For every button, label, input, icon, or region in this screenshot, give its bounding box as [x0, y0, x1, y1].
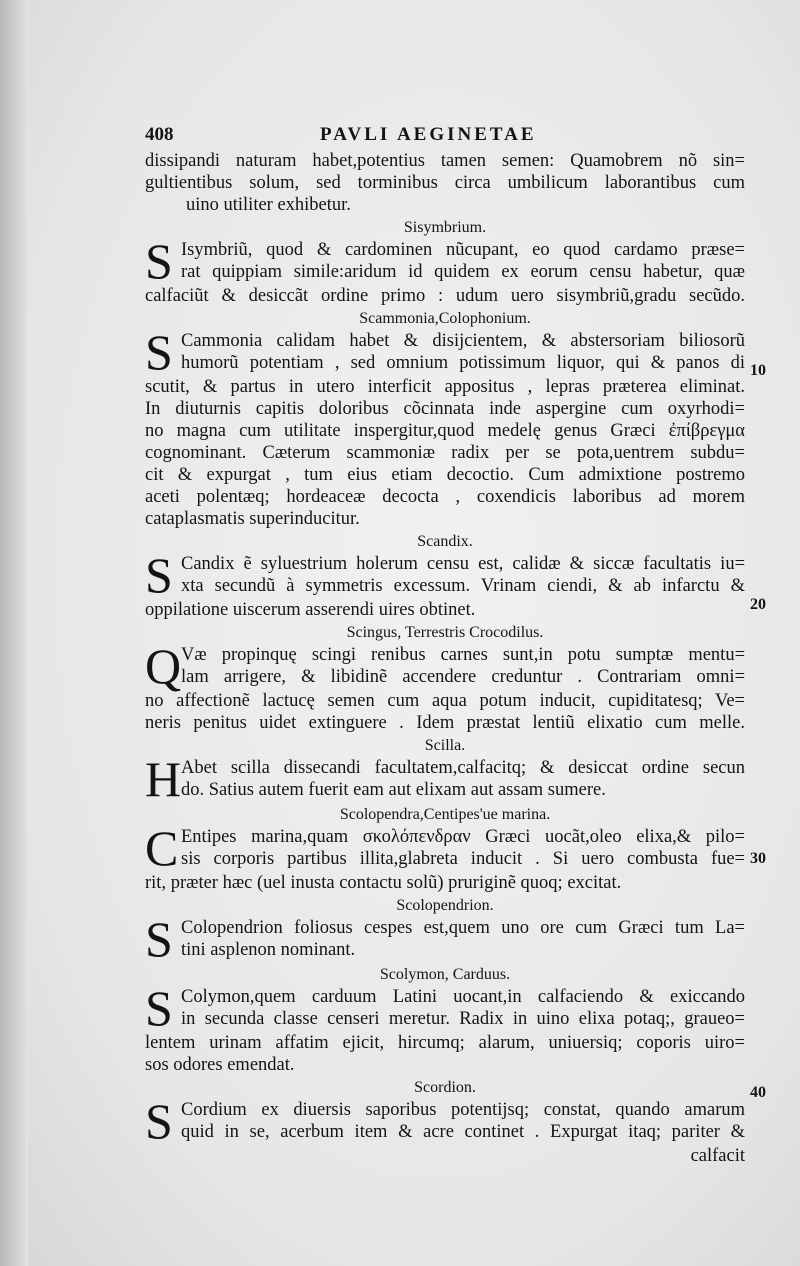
- catchword: calfacit: [690, 1146, 745, 1166]
- text-line: Colopendrion foliosus cespes est,quem uno ore cum Græci tum La=: [181, 918, 745, 938]
- text-line: Isymbriũ, quod & cardominen nũcupant, eo quod cardamo præse=: [181, 240, 745, 260]
- text-line: scutit, & partus in utero interficit appositus , lepras præterea eliminat.: [145, 377, 745, 397]
- running-head: PAVLI AEGINETAE: [320, 124, 537, 145]
- text-line: xta secundũ à symmetris excessum. Vrinam ciendi, & ab infarctu &: [181, 576, 745, 596]
- drop-initial: S: [145, 986, 173, 1036]
- entry-paragraph: [145, 917, 745, 963]
- entry-heading: Sisymbrium.: [403, 219, 487, 236]
- entry-paragraph: [145, 239, 745, 307]
- text-line: Cammonia calidam habet & disijcientem, & abstersoriam biliosorũ: [181, 331, 745, 351]
- text-line: Væ propinquę scingi renibus carnes sunt,in potu sumptæ mentu=: [181, 645, 745, 665]
- drop-initial: S: [145, 1099, 173, 1145]
- entry-heading: Scandix.: [417, 533, 473, 550]
- entry-heading: Scilla.: [424, 737, 466, 754]
- entry-heading: Scolopendrion.: [396, 897, 494, 914]
- drop-initial: S: [145, 330, 173, 380]
- entry-paragraph: [145, 553, 745, 621]
- drop-initial: S: [145, 917, 173, 963]
- entry-paragraph: [145, 826, 745, 894]
- entry-paragraph: [145, 330, 745, 530]
- entry-paragraph: [145, 1099, 745, 1145]
- text-line: Colymon,quem carduum Latini uocant,in calfaciendo & exiccando: [181, 987, 745, 1007]
- text-line: sos odores emendat.: [145, 1055, 295, 1075]
- text-line: aceti polentæq; hordeaceæ decocta , coxendicis laboribus ad morem: [145, 487, 745, 507]
- text-line: In diuturnis capitis doloribus cõcinnata inde aspergine cum oxyrhodi=: [145, 399, 745, 419]
- entry-paragraph: [145, 757, 745, 803]
- text-line: Candix ẽ syluestrium holerum censu est, calidæ & siccæ facultatis iu=: [181, 554, 745, 574]
- text-line: calfaciũt & desiccãt ordine primo : udum uero sisymbriũ,gradu secũdo.: [145, 286, 745, 306]
- margin-line-number-10: 10: [750, 362, 766, 379]
- text-line: sis corporis partibus illita,glabreta inducit . Si uero combusta fue=: [181, 849, 745, 869]
- text-line: no magna cum utilitate inspergitur,quod medelę genus Græci ἐπίβρεγμα: [145, 421, 745, 441]
- text-line: humorũ potentiam , sed omnium potissimum liquor, qui & panos di: [181, 353, 745, 373]
- entry-heading: Scolopendra,Centipes'ue marina.: [339, 806, 551, 823]
- text-line: Abet scilla dissecandi facultatem,calfacitq; & desiccat ordine secun: [181, 758, 745, 778]
- drop-initial: H: [145, 757, 182, 803]
- entry-paragraph: [145, 986, 745, 1076]
- text-line: lentem urinam affatim ejicit, hircumq; alarum, uniuersiq; coporis uiro=: [145, 1033, 745, 1053]
- text-line: uino utiliter exhibetur.: [186, 195, 351, 215]
- page-header: [145, 124, 745, 150]
- text-line: quid in se, acerbum item & acre continet . Expurgat itaq; pariter &: [181, 1122, 745, 1142]
- margin-line-number-30: 30: [750, 850, 766, 867]
- drop-initial: Q: [145, 644, 182, 694]
- text-line: rit, præter hæc (uel inusta contactu solũ) pruriginẽ quoq; excitat.: [145, 873, 622, 893]
- page-number: 408: [145, 124, 174, 145]
- entry-paragraph: [145, 644, 745, 734]
- page-gutter-shadow: [0, 0, 28, 1266]
- text-line: cit & expurgat , tum eius etiam decoctio. Cum admixtione postremo: [145, 465, 745, 485]
- entry-heading: Scingus, Terrestris Crocodilus.: [346, 624, 544, 641]
- text-line: oppilatione uiscerum asserendi uires obtinet.: [145, 600, 476, 620]
- entry-heading: Scordion.: [414, 1079, 476, 1096]
- text-line: no affectionẽ lactucę semen cum aqua potum inducit, cupiditatesq; Ve=: [145, 691, 745, 711]
- text-line: in secunda classe censeri meretur. Radix in uino elixa potaq;, graueo=: [181, 1009, 745, 1029]
- text-line: lam arrigere, & libidinẽ accendere creduntur . Contrariam omni=: [181, 667, 745, 687]
- text-line: tini asplenon nominant.: [181, 940, 356, 960]
- text-line: dissipandi naturam habet,potentius tamen semen: Quamobrem nõ sin=: [145, 151, 745, 171]
- drop-initial: C: [145, 826, 179, 876]
- drop-initial: S: [145, 553, 173, 603]
- text-line: cataplasmatis superinducitur.: [145, 509, 360, 529]
- text-line: Entipes marina,quam σκολόπενδραν Græci uocãt,oleo elixa,& pilo=: [181, 827, 745, 847]
- text-line: Cordium ex diuersis saporibus potentijsq; constat, quando amarum: [181, 1100, 745, 1120]
- drop-initial: S: [145, 239, 173, 289]
- text-line: rat quippiam simile:aridum id quidem ex eorum censu habetur, quæ: [181, 262, 745, 282]
- text-line: do. Satius autem fuerit eam aut elixam aut assam sumere.: [181, 780, 606, 800]
- text-line: neris penitus uidet extinguere . Idem præstat lentiũ elixatio cum melle.: [145, 713, 745, 733]
- body-text: [145, 150, 745, 1167]
- text-line: gultientibus solum, sed torminibus circa umbilicum laborantibus cum: [145, 173, 745, 193]
- margin-line-number-40: 40: [750, 1084, 766, 1101]
- text-line: cognominant. Cæterum scammoniæ radix per se pota,uentrem subdu=: [145, 443, 745, 463]
- entry-heading: Scammonia,Colophonium.: [359, 310, 531, 327]
- entry-heading: Scolymon, Carduus.: [379, 966, 511, 983]
- margin-line-number-20: 20: [750, 596, 766, 613]
